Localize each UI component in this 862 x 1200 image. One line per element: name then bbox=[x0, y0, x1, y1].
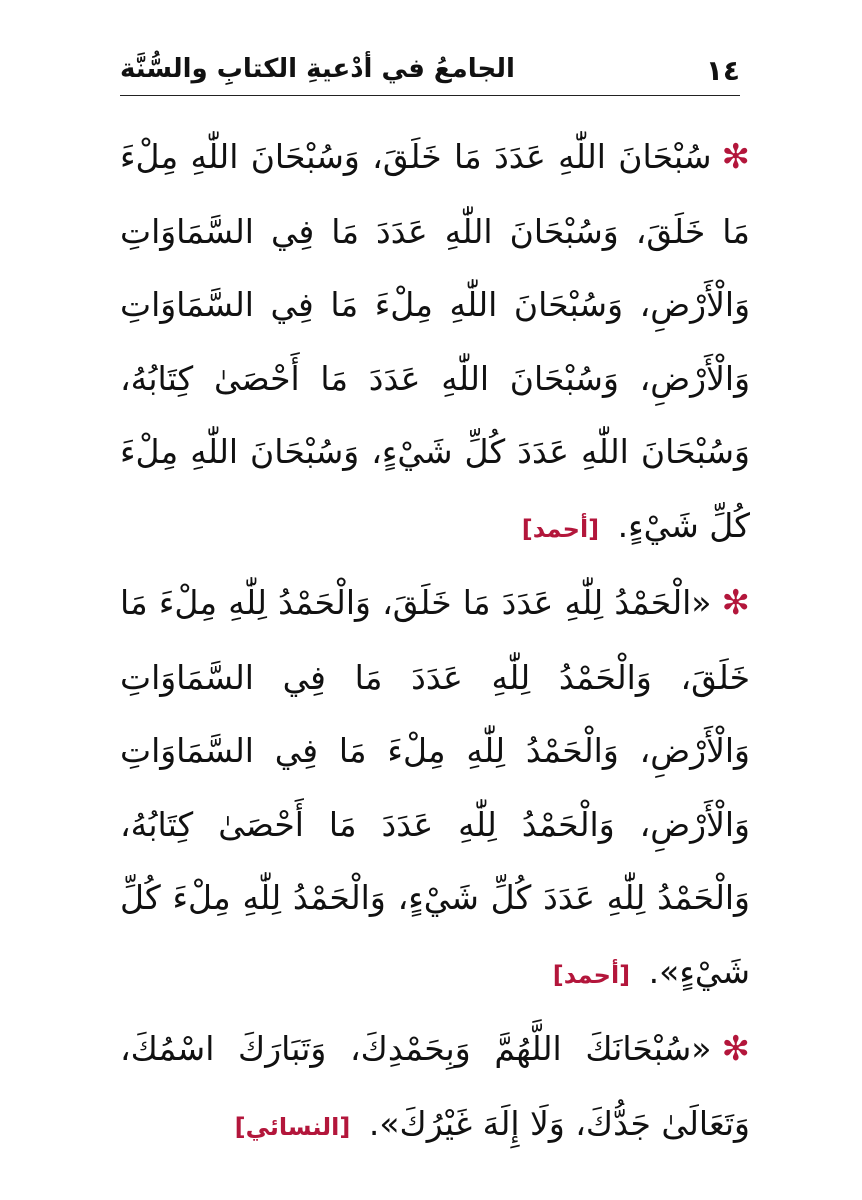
supplication-entry-3 bbox=[120, 1012, 750, 1164]
supplication-entry-1 bbox=[120, 120, 750, 566]
supplications-text bbox=[120, 120, 750, 1164]
asterisk-marker-icon: ✻ bbox=[721, 1029, 750, 1069]
source-citation: [أحمد] bbox=[552, 960, 631, 989]
page-header bbox=[120, 40, 740, 96]
page-number: ١٤ bbox=[705, 54, 740, 87]
source-citation: [أحمد] bbox=[521, 514, 600, 543]
supplication-text: «الْحَمْدُ لِلّٰهِ عَدَدَ مَا خَلَقَ، وَالْحَمْدُ لِلّٰهِ مِلْءَ مَا خَلَقَ، وَالْحَمْدُ لِلّٰهِ عَدَدَ مَا فِي السَّمَاوَاتِ وَالْأَرْضِ، وَالْحَمْدُ لِلّٰهِ مِلْءَ مَا فِي السَّمَاوَاتِ وَالْأَرْضِ، وَالْحَمْدُ لِلّٰهِ عَدَدَ مَا أَحْصَىٰ كِتَابُهُ، وَالْحَمْدُ لِلّٰهِ عَدَدَ كُلِّ شَيْءٍ، وَالْحَمْدُ لِلّٰهِ مِلْءَ كُلِّ شَيْءٍ». bbox=[120, 583, 750, 991]
running-title: الجامعُ في أدْعيةِ الكتابِ والسُّنَّة bbox=[120, 54, 515, 84]
header-divider bbox=[120, 95, 740, 96]
supplication-text: «سُبْحَانَكَ اللَّهُمَّ وَبِحَمْدِكَ، وَتَبَارَكَ اسْمُكَ، وَتَعَالَىٰ جَدُّكَ، وَلَا إِلَهَ غَيْرُكَ». bbox=[120, 1029, 750, 1143]
source-citation: [النسائي] bbox=[234, 1112, 351, 1141]
supplication-text: سُبْحَانَ اللّٰهِ عَدَدَ مَا خَلَقَ، وَسُبْحَانَ اللّٰهِ مِلْءَ مَا خَلَقَ، وَسُبْحَانَ اللّٰهِ عَدَدَ مَا فِي السَّمَاوَاتِ وَالْأَرْضِ، وَسُبْحَانَ اللّٰهِ مِلْءَ مَا فِي السَّمَاوَاتِ وَالْأَرْضِ، وَسُبْحَانَ اللّٰهِ عَدَدَ مَا أَحْصَىٰ كِتَابُهُ، وَسُبْحَانَ اللّٰهِ عَدَدَ كُلِّ شَيْءٍ، وَسُبْحَانَ اللّٰهِ مِلْءَ كُلِّ شَيْءٍ. bbox=[120, 137, 750, 545]
asterisk-marker-icon: ✻ bbox=[721, 583, 750, 623]
asterisk-marker-icon: ✻ bbox=[721, 137, 750, 177]
supplication-entry-2 bbox=[120, 566, 750, 1012]
